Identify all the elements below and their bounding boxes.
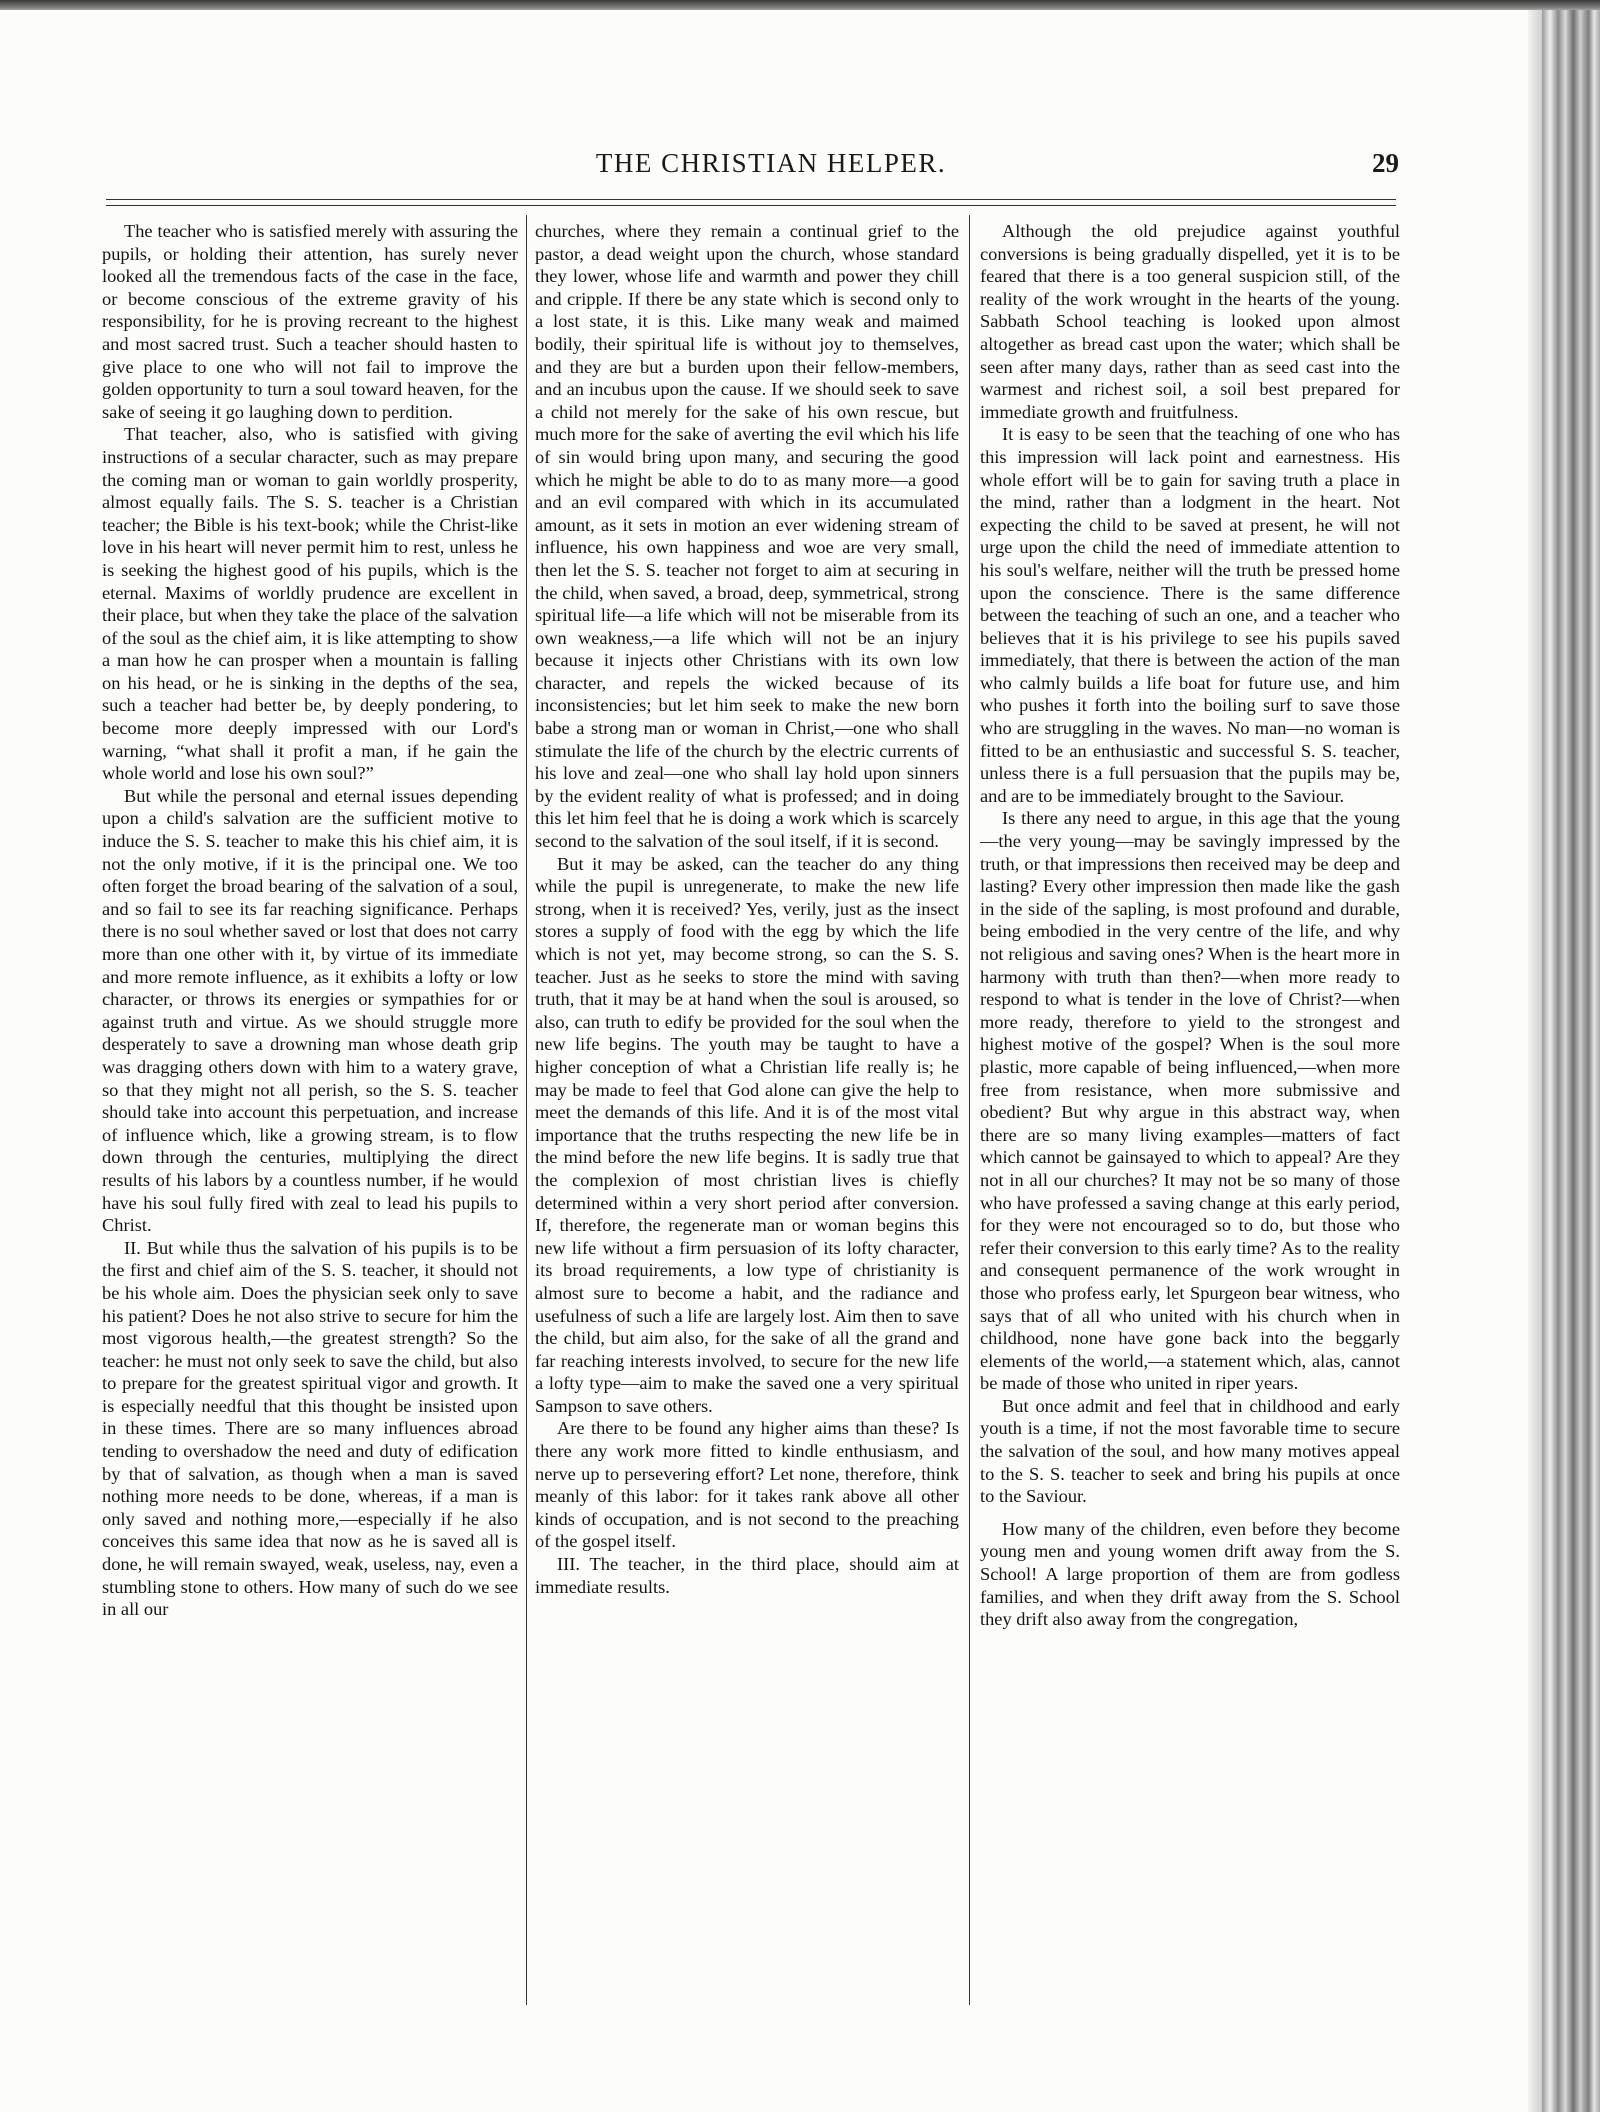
- paragraph: But it may be asked, can the teacher do any thing while the pupil is unregenerate, to make the new life strong, when it is received? Yes, verily, just as the insect stores a supply of food with the egg by which the life which is not yet, may become strong, so can the S. S. teacher. Just as he seeks to store the mind with saving truth, that it may be at hand when the soul is aroused, so also, can truth to edify be provided for the soul when the new life begins. The youth may be taught to have a higher conception of what a Christian life really is; he may be made to feel that God alone can give the help to meet the demands of this life. And it is of the most vital importance that the truths respecting the new life be in the mind before the new life begins. It is sadly true that the complexion of most christian lives is chiefly determined within a very short period after conversion. If, therefore, the regenerate man or woman begins this new life without a firm persuasion of its lofty character, its broad requirements, a low type of christianity is almost sure to become a habit, and the radiance and usefulness of such a life are largely lost. Aim then to save the child, but aim also, for the sake of all the grand and far reaching interests involved, to secure for the new life a lofty type—aim to make the saved one a very spiritual Sampson to save others.: [535, 853, 959, 1416]
- header-rule-thin: [106, 205, 1396, 206]
- book-spine: [1542, 10, 1600, 2112]
- header-rule: [106, 199, 1396, 200]
- column-divider: [526, 215, 527, 2005]
- paragraph: The teacher who is satisfied merely with assuring the pupils, or holding their attention, has surely never looked all the tremendous facts of the case in the face, or become conscious of the extreme gravity of his responsibility, for he is proving recreant to the highest and most sacred trust. Such a teacher should hasten to give place to one who will not fail to improve the golden opportunity to turn a soul toward heaven, for the sake of seeing it go laughing down to perdition.: [102, 221, 518, 422]
- running-header-title: THE CHRISTIAN HELPER.: [595, 148, 947, 178]
- column-1: [102, 220, 518, 2010]
- column-divider: [969, 215, 970, 2005]
- paragraph: Although the old prejudice against youthful conversions is being gradually dispelled, yet it is to be feared that there is a too general suspicion still, of the reality of the work wrought in the hearts of the young. Sabbath School teaching is looked upon almost altogether as bread cast upon the water; which shall be seen after many days, rather than as seed cast into the warmest and richest soil, a soil best prepared for immediate growth and fruitfulness.: [980, 221, 1400, 422]
- paragraph: But once admit and feel that in childhood and early youth is a time, if not the most favorable time to secure the salvation of the soul, and how many motives appeal to the S. S. teacher to seek and bring his pupils at once to the Saviour.: [980, 1395, 1400, 1507]
- column-2: [535, 220, 959, 2010]
- paragraph: How many of the children, even before they become young men and young women drift away from the S. School! A large proportion of them are from godless families, and when they drift away from the S. School they drift also away from the congregation,: [980, 1518, 1400, 1630]
- paragraph: It is easy to be seen that the teaching of one who has this impression will lack point and earnestness. His whole effort will be to gain for saving truth a place in the mind, rather than a lodgment in the heart. Not expecting the child to be saved at present, he will not urge upon the child the need of immediate attention to his soul's welfare, neither will the truth be pressed home upon the conscience. There is the same difference between the teaching of such an one, and a teacher who believes that it is his privilege to see his pupils saved immediately, that there is between the action of the man who calmly builds a life boat for future use, and him who pushes it forth into the boiling surf to save those who are struggling in the waves. No man—no woman is fitted to be an enthusiastic and successful S. S. teacher, unless there is a full persuasion that the pupils may be, and are to be immediately brought to the Saviour.: [980, 424, 1400, 806]
- paragraph: Is there any need to argue, in this age that the young—the very young—may be savingly impressed by the truth, or that impressions then received may be deep and lasting? Every other impression then made like the gash in the side of the sapling, is most profound and durable, being embodied in the very centre of the life, and why not religious and saving ones? When is the heart more in harmony with truth than then?—when more ready to respond to what is tender in the love of Christ?—when more ready, therefore to yield to the strongest and highest motive of the gospel? When is the soul more plastic, more capable of being influenced,—when more free from resistance, when more submissive and obedient? But why argue in this abstract way, when there are so many living examples—matters of fact which cannot be gainsayed to which to appeal? Are they not in all our churches? It may not be so many of those who have professed a saving change at this early period, for they were not encouraged so to do, but those who refer their conversion to this early time? As to the reality and consequent permanence of the work wrought in those who profess early, let Spurgeon bear witness, who says that of all who united with his church when in childhood, none have gone back into the beggarly elements of the world,—a statement which, alas, cannot be made of those who united in riper years.: [980, 808, 1400, 1394]
- paragraph: II. But while thus the salvation of his pupils is to be the first and chief aim of the S. S. teacher, it should not be his whole aim. Does the physician seek only to save his patient? Does he not also strive to secure for him the most vigorous health,—the greatest strength? So the teacher: he must not only seek to save the child, but also to prepare for the greatest spiritual vigor and growth. It is especially needful that this thought be insisted upon in these times. There are so many influences abroad tending to overshadow the need and duty of edification by that of salvation, as though when a man is saved nothing more needs to be done, whereas, if a man is only saved and nothing more,—especially if he also conceives this same idea that now as he is saved all is done, he will remain swayed, weak, useless, nay, even a stumbling stone to others. How many of such do we see in all our: [102, 1237, 518, 1620]
- page-number: 29: [1372, 148, 1399, 178]
- paragraph: churches, where they remain a continual grief to the pastor, a dead weight upon the church, whose standard they lower, whose life and warmth and power they chill and cripple. If there be any state which is second only to a lost state, it is this. Like many weak and maimed bodily, their spiritual life is without joy to themselves, and they are but a burden upon their fellow-members, and an incubus upon the cause. If we should seek to save a child not merely for the sake of his own rescue, but much more for the sake of averting the evil which his life of sin would bring upon many, and securing the good which he might be able to do to as many more—a good and an evil compared with which in its accumulated amount, as it sets in motion an ever widening stream of influence, his own happiness and woe are very small, then let the S. S. teacher not forget to aim at securing in the child, when saved, a broad, deep, symmetrical, strong spiritual life—a life which will not be miserable from its own weakness,—a life which will not be an injury because it injects other Christians with its own low character, and repels the wicked because of its inconsistencies; but let him seek to make the new born babe a strong man or woman in Christ,—one who shall stimulate the life of the church by the electric currents of his love and zeal—one who shall lay hold upon sinners by the evident reality of what is professed; and in doing this let him feel that he is doing a work which is scarcely second to the salvation of the soul itself, if it is second.: [535, 221, 959, 852]
- page-edge: [1528, 10, 1542, 2112]
- paragraph: Are there to be found any higher aims than these? Is there any work more fitted to kindle enthusiasm, and nerve up to persevering effort? Let none, therefore, think meanly of this labor: for it takes rank above all other kinds of occupation, and is not second to the preaching of the gospel itself.: [535, 1418, 959, 1552]
- paragraph: III. The teacher, in the third place, should aim at immediate results.: [535, 1554, 959, 1597]
- paragraph: But while the personal and eternal issues depending upon a child's salvation are the sufficient motive to induce the S. S. teacher to make this his chief aim, it is not the only motive, if it is the principal one. We too often forget the broad bearing of the salvation of a soul, and so fail to see its far reaching significance. Perhaps there is no soul whether saved or lost that does not carry more than one other with it, by virtue of its immediate and more remote influence, as it exhibits a lofty or low character, or throws its energies or sympathies for or against truth and virtue. As we should struggle more desperately to save a drowning man whose death grip was dragging others down with him to a watery grave, so that they might not all perish, so the S. S. teacher should take into account this perpetuation, and increase of influence which, like a growing stream, is to flow down through the centuries, multiplying the direct results of his labors by a countless number, if he would have his soul fully fired with zeal to lead his pupils to Christ.: [102, 785, 518, 1236]
- column-3: [980, 220, 1400, 2010]
- paragraph: That teacher, also, who is satisfied with giving instructions of a secular character, such as may prepare the coming man or woman to gain worldly prosperity, almost equally fails. The S. S. teacher is a Christian teacher; the Bible is his text-book; while the Christ-like love in his heart will never permit him to rest, unless he is seeking the highest good of his pupils, which is the eternal. Maxims of worldly prudence are excellent in their place, but when they take the place of the salvation of the soul as the chief aim, it is like attempting to show a man how he can prosper when a mountain is falling on his head, or he is sinking in the depths of the sea, such a teacher had better be, by deeply pondering, to become more deeply impressed with our Lord's warning, “what shall it profit a man, if he gain the whole world and lose his own soul?”: [102, 424, 518, 784]
